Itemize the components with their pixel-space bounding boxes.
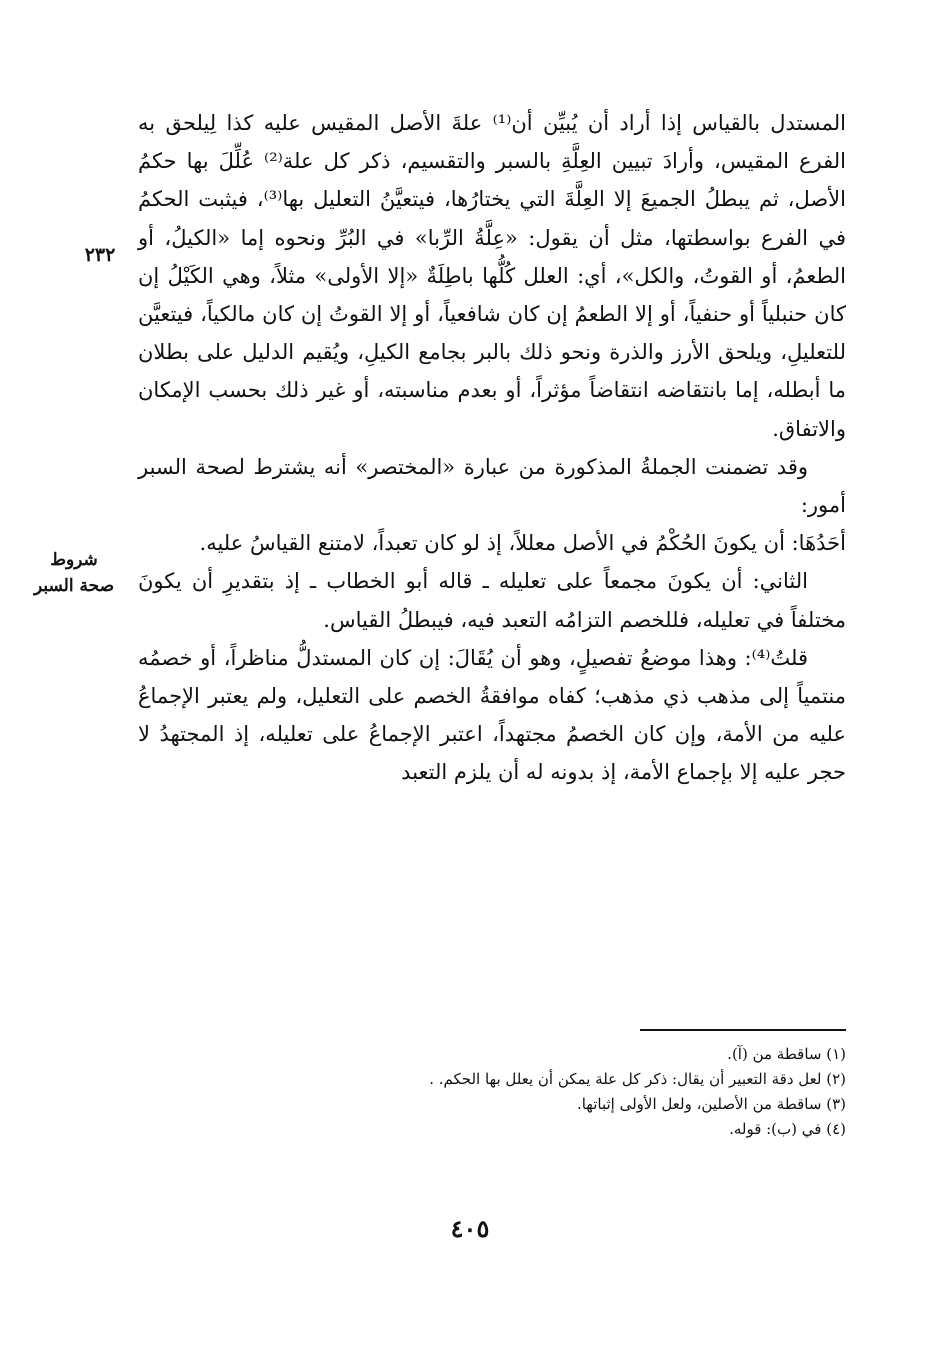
page-number: ٤٠٥ <box>450 1214 490 1243</box>
margin-note-line-1: شروط <box>50 550 98 570</box>
footnotes <box>300 1042 846 1142</box>
paragraph-intro: المستدل بالقياس إذا أراد أن يُبيِّن أن⁽¹⁾ علةَ الأصل المقيس عليه كذا لِيلحق به الفرع المقيس، وأرادَ تبيين العِلَّةِ بالسبر والتقسيم، ذكر كل علة⁽²⁾ عُلِّلَ بها حكمُ الأصل، ثم يبطلُ الجميعَ إلا العِلَّةَ التي يختارُها، فيتعيَّنُ التعليل بها⁽³⁾، فيثبت الحكمُ في الفرع بواسطتها، مثل أن يقول: «عِلَّةُ الرِّبا» في البُرِّ ونحوه إما «الكيلُ، أو الطعمُ، أو القوتُ، والكل»، أي: العلل كُلُّها باطِلَةٌ «إلا الأولى» مثلاً، وهي الكَيْلُ إن كان حنبلياً أو حنفياً، أو إلا الطعمُ إن كان شافعياً، أو إلا القوتُ إن كان مالكياً، فيتعيَّن للتعليلِ، ويلحق الأرز والذرة ونحو ذلك بالبر بجامع الكيلِ، ويُقيم الدليل على بطلان ما أبطله، إما بانتقاضه انتقاضاً مؤثراً، أو بعدم مناسبته، أو غير ذلك بحسب الإمكان والاتفاق. <box>138 111 846 441</box>
footnote-1: (١) ساقطة من (آ). <box>727 1045 846 1063</box>
margin-note-line-2: صحة السبر <box>33 576 115 596</box>
paragraph-first: أحَدُهَا: أن يكونَ الحُكْمُ في الأصل معللاً، إذ لو كان تعبداً، لامتنع القياسُ عليه. <box>199 531 846 556</box>
paragraph-conditions: وقد تضمنت الجملةُ المذكورة من عبارة «المختصر» أنه يشترط لصحة السبر أمور: <box>138 454 846 518</box>
footnote-separator <box>640 1029 846 1031</box>
margin-note <box>26 547 122 599</box>
margin-folio-number: ٢٣٢ <box>84 244 116 266</box>
main-text <box>138 104 846 792</box>
footnote-4: (٤) في (ب): قوله. <box>729 1120 846 1138</box>
paragraph-second: الثاني: أن يكونَ مجمعاً على تعليله ـ قاله أبو الخطاب ـ إذ بتقديرِ أن يكونَ مختلفاً في تعليله، فللخصم التزامُه التعبد فيه، فيبطلُ القياس. <box>138 569 846 632</box>
footnote-2: (٢) لعل دقة التعبير أن يقال: ذكر كل علة يمكن أن يعلل بها الحكم. . <box>429 1070 846 1088</box>
footnote-3: (٣) ساقطة من الأصلين، ولعل الأولى إثباتها. <box>576 1095 846 1113</box>
paragraph-note: قلتُ⁽⁴⁾: وهذا موضعُ تفصيلٍ، وهو أن يُقَالَ: إن كان المستدلُّ مناظراً، أو خصمُه منتمياً إلى مذهب ذي مذهب؛ كفاه موافقةُ الخصم على التعليل، ولم يعتبر الإجماعُ عليه من الأمة، وإن كان الخصمُ مجتهداً، اعتبر الإجماعُ على تعليله، إذ المجتهدُ لا حجر عليه إلا بإجماع الأمة، إذ بدونه له أن يلزم التعبد <box>138 645 846 785</box>
